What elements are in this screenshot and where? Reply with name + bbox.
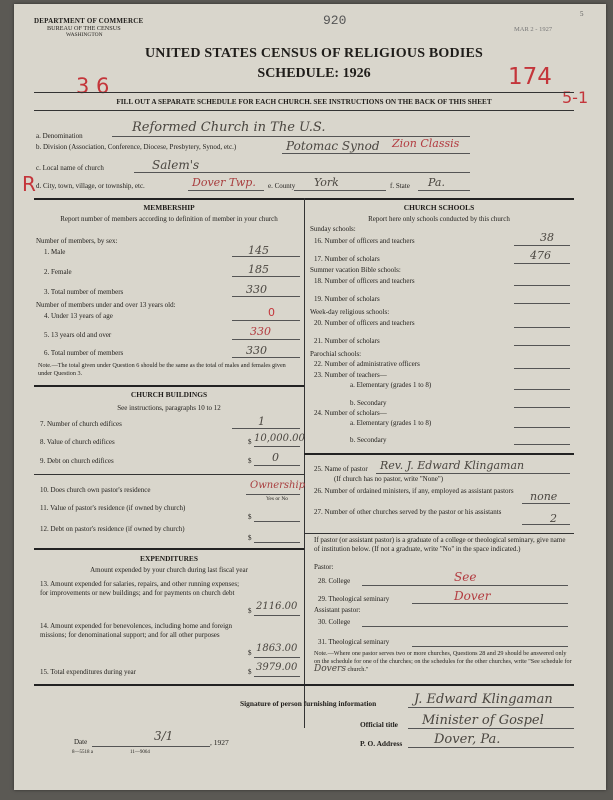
q20-label: 20. Number of officers and teachers xyxy=(314,319,415,327)
denomination-value: Reformed Church in The U.S. xyxy=(132,120,326,135)
q28-value: See xyxy=(454,570,477,584)
q16-value: 38 xyxy=(540,231,554,244)
q7-value: 1 xyxy=(258,415,265,428)
q22-label: 22. Number of administrative officers xyxy=(314,360,420,368)
date-year: , 1927 xyxy=(210,738,229,747)
buildings-title: CHURCH BUILDINGS xyxy=(130,390,208,399)
q10-value: Ownership xyxy=(250,480,306,491)
q31-label: 31. Theological seminary xyxy=(318,638,390,646)
members-by-sex: Number of members, by sex: xyxy=(36,237,118,245)
pastor-subhead: Pastor: xyxy=(314,563,334,571)
q5-value: 330 xyxy=(250,325,271,338)
college-note: If pastor (or assistant pastor) is a graduate of a college or theological seminary, give name of institution below. (If not a graduate, write "No" in the space indicated.) xyxy=(314,536,566,553)
red-code-left: 3 6 xyxy=(76,74,110,98)
state-label: f. State xyxy=(390,182,410,190)
q23b-label: b. Secondary xyxy=(350,399,387,407)
state-value: Pa. xyxy=(428,176,445,189)
q4-value: 0 xyxy=(268,306,275,319)
q25-label: 25. Name of pastor xyxy=(314,465,368,473)
dollar-sign-9: $ xyxy=(248,457,252,465)
bureau-label: BUREAU OF THE CENSUS xyxy=(47,25,121,32)
q6-label: 6. Total number of members xyxy=(44,349,124,357)
city-value: Dover Twp. xyxy=(192,176,256,189)
q21-label: 21. Number of scholars xyxy=(314,337,380,345)
pastor-note-end: church." xyxy=(347,665,369,673)
summer-schools-label: Summer vacation Bible schools: xyxy=(310,266,401,274)
q24b-label: b. Secondary xyxy=(350,436,387,444)
q16-label: 16. Number of officers and teachers xyxy=(314,237,415,245)
q6-value: 330 xyxy=(246,344,267,357)
q5-label: 5. 13 years old and over xyxy=(44,331,112,339)
official-title-label: Official title xyxy=(360,720,398,729)
form-subtitle: SCHEDULE: 1926 xyxy=(257,66,371,81)
assistant-subhead: Assistant pastor: xyxy=(314,606,361,614)
q27-label: 27. Number of other churches served by the pastor or his assistants xyxy=(314,508,502,516)
q19-label: 19. Number of scholars xyxy=(314,295,380,303)
received-stamp: MAR 2 - 1927 xyxy=(514,26,553,33)
q24a-label: a. Elementary (grades 1 to 8) xyxy=(350,419,432,427)
date-value: 3/1 xyxy=(154,729,174,743)
membership-title: MEMBERSHIP xyxy=(143,203,195,212)
q10-label: 10. Does church own pastor's residence xyxy=(40,486,151,494)
schools-sub: Report here only schools conducted by this church xyxy=(368,215,510,223)
parochial-schools-label: Parochial schools: xyxy=(310,350,362,358)
q3-value: 330 xyxy=(246,283,267,296)
dollar-sign-15: $ xyxy=(248,668,252,676)
membership-note: Note.—The total given under Question 6 should be the same as the total of males and females given under Question 3. xyxy=(38,362,286,377)
pastor-note-value: Dovers xyxy=(314,663,346,674)
dollar-sign-8: $ xyxy=(248,438,252,446)
address-value: Dover, Pa. xyxy=(434,732,501,747)
corner-mark: 5 xyxy=(580,10,584,18)
q17-value: 476 xyxy=(530,249,551,262)
q3-label: 3. Total number of members xyxy=(44,288,124,296)
red-code-sub: 5-1 xyxy=(562,88,589,107)
q25-value: Rev. J. Edward Klingaman xyxy=(380,459,525,472)
county-label: e. County xyxy=(268,182,296,190)
dollar-sign-14: $ xyxy=(248,649,252,657)
q23a-label: a. Elementary (grades 1 to 8) xyxy=(350,381,432,389)
q26-label: 26. Number of ordained ministers, if any, employed as assistant pastors xyxy=(314,487,514,495)
q1-value: 145 xyxy=(248,244,269,257)
q13-label: 13. Amount expended for salaries, repairs, and other running expenses; for improvements or new buildings; and for payments on church debt xyxy=(40,580,240,598)
q30-label: 30. College xyxy=(318,618,351,626)
address-label: P. O. Address xyxy=(360,739,403,748)
q11-label: 11. Value of pastor's residence (if owned by church) xyxy=(40,504,186,512)
buildings-sub: See instructions, paragraphs 10 to 12 xyxy=(117,404,221,412)
expenditures-title: EXPENDITURES xyxy=(140,554,198,563)
q9-label: 9. Debt on church edifices xyxy=(40,457,114,465)
q24-label: 24. Number of scholars— xyxy=(314,409,387,417)
q14-label: 14. Amount expended for benevolences, including home and foreign missions; for denominational support; and for all other purposes xyxy=(40,622,233,640)
weekday-schools-label: Week-day religious schools: xyxy=(310,308,390,316)
dollar-sign-13: $ xyxy=(248,607,252,615)
q29-label: 29. Theological seminary xyxy=(318,595,390,603)
county-value: York xyxy=(314,176,339,189)
dollar-sign-12: $ xyxy=(248,534,252,542)
dollar-sign-11: $ xyxy=(248,513,252,521)
pastor-note-text: Note.—Where one pastor serves two or more churches, Questions 28 and 29 should be answered only on the schedule for one of the churches; on the schedules for the other churches, write "See schedule for xyxy=(314,650,572,665)
q2-label: 2. Female xyxy=(44,268,72,276)
q14-value: 1863.00 xyxy=(256,643,298,654)
q9-value: 0 xyxy=(272,451,279,464)
q7-label: 7. Number of church edifices xyxy=(40,420,122,428)
schools-title: CHURCH SCHOOLS xyxy=(403,203,475,212)
sunday-schools-label: Sunday schools: xyxy=(310,225,356,233)
census-schedule-sheet xyxy=(14,4,606,790)
signature-value: J. Edward Klingaman xyxy=(414,692,553,707)
margin-mark: R xyxy=(22,172,36,196)
date-label: Date xyxy=(74,738,88,746)
under-over-label: Number of members under and over 13 years old: xyxy=(36,301,176,309)
form-title: UNITED STATES CENSUS OF RELIGIOUS BODIES xyxy=(144,46,483,61)
official-title-value: Minister of Gospel xyxy=(422,713,544,728)
q26-value: none xyxy=(530,490,558,503)
membership-intro: Report number of members according to definition of member in your church xyxy=(60,215,278,223)
city-label: WASHINGTON xyxy=(66,32,103,38)
pastor-note xyxy=(314,650,572,673)
expenditures-sub: Amount expended by your church during last fiscal year xyxy=(90,566,248,574)
print-code: 8—5518 a xyxy=(72,750,93,755)
q18-label: 18. Number of officers and teachers xyxy=(314,277,415,285)
local-name-label: c. Local name of church xyxy=(36,164,104,172)
q2-value: 185 xyxy=(248,263,269,276)
department-label: DEPARTMENT OF COMMERCE xyxy=(34,17,144,25)
local-name-value: Salem's xyxy=(152,158,200,172)
q13-value: 2116.00 xyxy=(256,601,298,612)
q12-label: 12. Debt on pastor's residence (if owned by church) xyxy=(40,525,185,533)
q27-value: 2 xyxy=(550,512,557,525)
q28-label: 28. College xyxy=(318,577,351,585)
q10-hint: Yes or No xyxy=(266,496,289,502)
print-code-2: 11—9064 xyxy=(130,750,150,755)
division-label: b. Division (Association, Conference, Diocese, Presbytery, Synod, etc.) xyxy=(36,143,237,151)
denomination-label: a. Denomination xyxy=(36,132,83,140)
city-label-d: d. City, town, village, or township, etc. xyxy=(36,182,145,190)
q4-label: 4. Under 13 years of age xyxy=(44,312,113,320)
q8-value: 10,000.00 xyxy=(254,433,305,444)
instruction-line: FILL OUT A SEPARATE SCHEDULE FOR EACH CHURCH. SEE INSTRUCTIONS ON THE BACK OF THIS SHEET xyxy=(116,98,492,106)
q15-label: 15. Total expenditures during year xyxy=(40,668,136,676)
q25-hint: (If church has no pastor, write "None") xyxy=(334,475,444,483)
form-number: 920 xyxy=(323,13,347,28)
q15-value: 3979.00 xyxy=(256,662,298,673)
q17-label: 17. Number of scholars xyxy=(314,255,380,263)
signature-label: Signature of person furnishing information xyxy=(240,699,377,708)
division-extra: Zion Classis xyxy=(392,137,460,150)
red-code-right: 174 xyxy=(508,64,552,90)
q1-label: 1. Male xyxy=(44,248,66,256)
q8-label: 8. Value of church edifices xyxy=(40,438,115,446)
q29-value: Dover xyxy=(454,589,491,603)
q23-label: 23. Number of teachers— xyxy=(314,371,387,379)
division-value: Potomac Synod xyxy=(286,139,380,153)
